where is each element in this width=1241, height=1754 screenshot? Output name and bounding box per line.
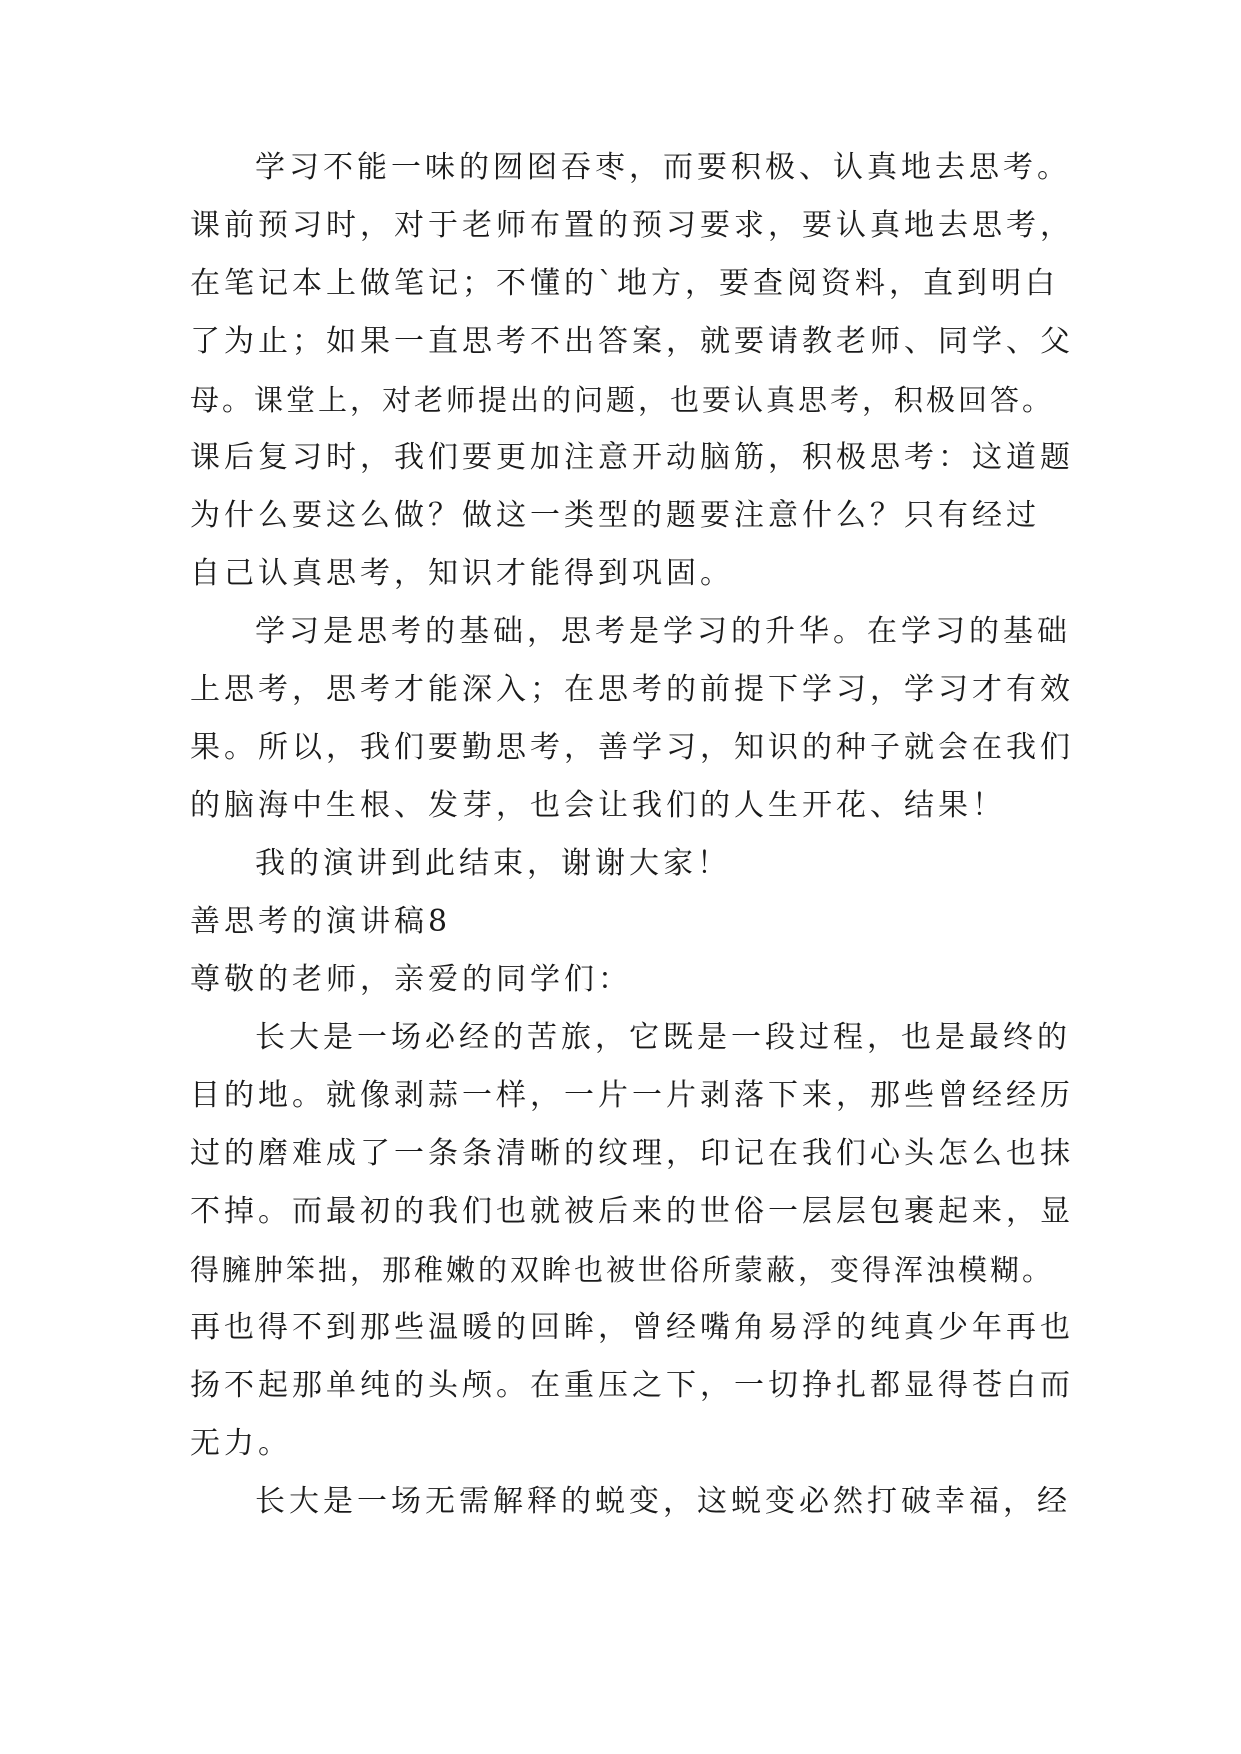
salutation: 尊敬的老师，亲爱的同学们： <box>190 962 632 997</box>
paragraph-line: 长大是一场必经的苦旅，它既是一段过程，也是最终的 <box>255 1020 1071 1055</box>
paragraph-line: 无力。 <box>190 1426 292 1461</box>
paragraph-line: 过的磨难成了一条条清晰的纹理，印记在我们心头怎么也抹 <box>190 1136 1074 1171</box>
paragraph-line: 了为止；如果一直思考不出答案，就要请教老师、同学、父 <box>190 324 1074 359</box>
paragraph-line: 学习是思考的基础，思考是学习的升华。在学习的基础 <box>255 614 1071 649</box>
paragraph-line: 的脑海中生根、发芽，也会让我们的人生开花、结果！ <box>190 788 1006 823</box>
paragraph-line: 扬不起那单纯的头颅。在重压之下，一切挣扎都显得苍白而 <box>190 1368 1074 1403</box>
closing-line: 我的演讲到此结束，谢谢大家！ <box>255 846 731 881</box>
paragraph-line: 学习不能一味的囫囵吞枣，而要积极、认真地去思考。 <box>255 150 1071 185</box>
paragraph-line: 目的地。就像剥蒜一样，一片一片剥落下来，那些曾经经历 <box>190 1078 1074 1113</box>
paragraph-line: 课前预习时，对于老师布置的预习要求，要认真地去思考， <box>190 208 1074 243</box>
paragraph-line: 上思考，思考才能深入；在思考的前提下学习，学习才有效 <box>190 672 1074 707</box>
paragraph-line: 不掉。而最初的我们也就被后来的世俗一层层包裹起来，显 <box>190 1194 1074 1229</box>
section-heading: 善思考的演讲稿8 <box>190 904 452 939</box>
paragraph-line: 再也得不到那些温暖的回眸，曾经嘴角易浮的纯真少年再也 <box>190 1310 1074 1345</box>
paragraph-line: 自己认真思考，知识才能得到巩固。 <box>190 556 734 591</box>
paragraph-line: 果。所以，我们要勤思考，善学习，知识的种子就会在我们 <box>190 730 1074 765</box>
paragraph-line: 长大是一场无需解释的蜕变，这蜕变必然打破幸福，经 <box>255 1484 1071 1519</box>
paragraph-line: 课后复习时，我们要更加注意开动脑筋，积极思考：这道题 <box>190 440 1074 475</box>
paragraph-line: 得臃肿笨拙，那稚嫩的双眸也被世俗所蒙蔽，变得浑浊模糊。 <box>190 1253 1055 1287</box>
paragraph-line: 在笔记本上做笔记；不懂的`地方，要查阅资料，直到明白 <box>190 266 1059 301</box>
paragraph-line: 为什么要这么做？做这一类型的题要注意什么？只有经过 <box>190 498 1040 533</box>
paragraph-line: 母。课堂上，对老师提出的问题，也要认真思考，积极回答。 <box>190 383 1055 417</box>
